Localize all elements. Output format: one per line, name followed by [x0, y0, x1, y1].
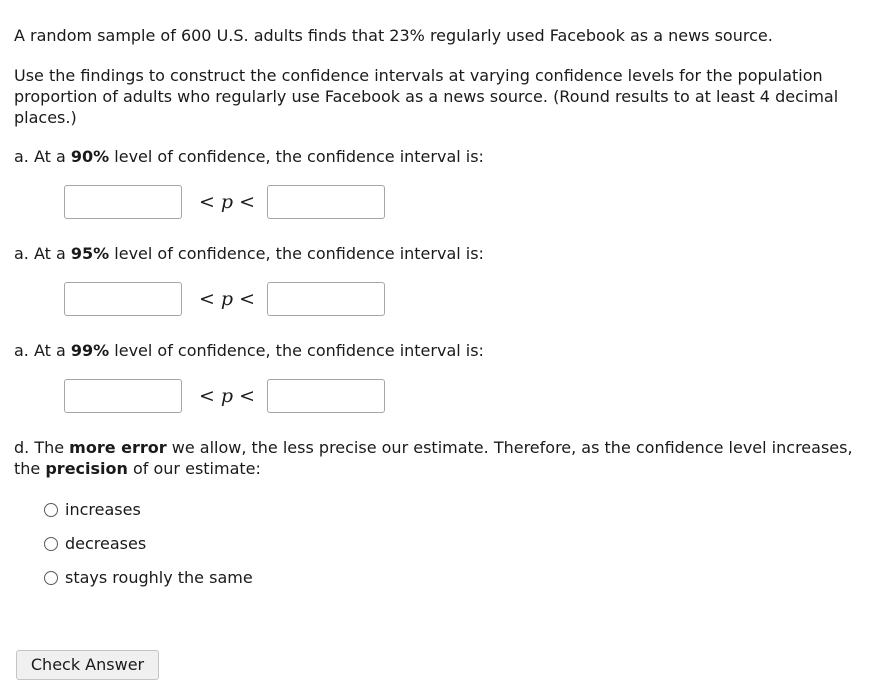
- part-suffix: level of confidence, the confidence interval is:: [109, 147, 484, 166]
- question-d-emphasis: precision: [45, 459, 128, 478]
- p-variable: p: [220, 385, 234, 407]
- radio-button-icon[interactable]: [44, 503, 58, 517]
- inequality: [196, 191, 258, 213]
- inequality: [196, 288, 258, 310]
- less-than-symbol: <: [198, 385, 215, 407]
- option-decreases[interactable]: [44, 534, 146, 554]
- question-d-prompt: [14, 437, 874, 479]
- radio-button-icon[interactable]: [44, 537, 58, 551]
- ci-95-upper-input[interactable]: [267, 282, 385, 316]
- part-prefix: a. At a: [14, 341, 71, 360]
- p-variable: p: [220, 191, 234, 213]
- question-d-text: we allow, the less precise our estimate. Therefore, as the confidence level increases, the: [14, 438, 853, 478]
- ci-99-upper-input[interactable]: [267, 379, 385, 413]
- option-stays-same[interactable]: [44, 568, 253, 588]
- radio-button-icon[interactable]: [44, 571, 58, 585]
- less-than-symbol: <: [239, 288, 256, 310]
- option-label[interactable]: decreases: [65, 534, 147, 553]
- less-than-symbol: <: [198, 191, 215, 213]
- part-99-prompt: [14, 340, 874, 361]
- less-than-symbol: <: [239, 385, 256, 407]
- ci-90-upper-input[interactable]: [267, 185, 385, 219]
- confidence-level: 95%: [70, 244, 110, 263]
- part-90-prompt: [14, 146, 874, 167]
- ci-90-lower-input[interactable]: [64, 185, 182, 219]
- part-95-prompt: [14, 243, 874, 264]
- part-prefix: a. At a: [14, 147, 71, 166]
- option-label[interactable]: increases: [65, 500, 141, 519]
- less-than-symbol: <: [239, 191, 256, 213]
- part-suffix: level of confidence, the confidence interval is:: [109, 244, 484, 263]
- part-suffix: level of confidence, the confidence interval is:: [109, 341, 484, 360]
- ci-95-lower-input[interactable]: [64, 282, 182, 316]
- problem-intro: A random sample of 600 U.S. adults finds that 23% regularly used Facebook as a news source.: [14, 26, 773, 45]
- ci-99-lower-input[interactable]: [64, 379, 182, 413]
- problem-instructions: Use the findings to construct the confidence intervals at varying confidence levels for the population proportion of adults who regularly use Facebook as a news source. (Round results to at least 4 decimal places.): [14, 66, 839, 127]
- p-variable: p: [220, 288, 234, 310]
- question-d-text: d. The: [14, 438, 70, 457]
- inequality: [196, 385, 258, 407]
- less-than-symbol: <: [198, 288, 215, 310]
- part-prefix: a. At a: [14, 244, 71, 263]
- question-d-emphasis: more error: [69, 438, 167, 457]
- question-d-text: of our estimate:: [127, 459, 261, 478]
- confidence-level: 90%: [70, 147, 110, 166]
- option-label[interactable]: stays roughly the same: [65, 568, 253, 587]
- confidence-level: 99%: [70, 341, 110, 360]
- check-answer-button[interactable]: Check Answer: [16, 650, 159, 680]
- option-increases[interactable]: [44, 500, 141, 520]
